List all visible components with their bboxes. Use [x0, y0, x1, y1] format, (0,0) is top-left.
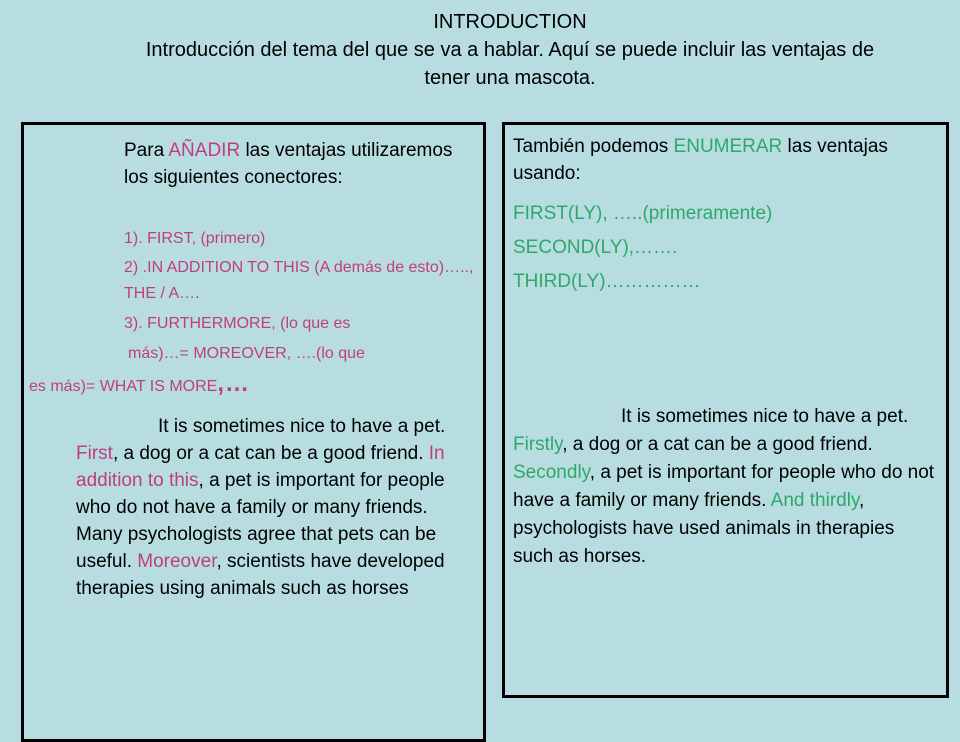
add-intro-pre: Para	[124, 140, 169, 161]
add-para-keyword-1: First	[76, 443, 113, 464]
enum-para-text-1: It is sometimes nice to have a pet.	[621, 406, 909, 427]
enumerate-keyword: ENUMERAR	[673, 136, 783, 157]
enum-para-keyword-1: Firstly	[513, 434, 563, 455]
enum-para-text-4: , psychologists have used animals in therapies such as horses.	[513, 490, 895, 567]
enum-intro-pre: También podemos	[513, 136, 674, 157]
add-para-text-1: It is sometimes nice to have a pet.	[158, 416, 446, 437]
add-item-2: 2) .IN ADDITION TO THIS (A demás de esto)….., THE / A….	[124, 259, 474, 302]
add-item-3-cont2-text: es más)= WHAT IS MORE	[29, 378, 218, 395]
add-item-3-cont: más)…= MOREOVER, ….(lo que	[128, 345, 365, 362]
add-item-3-dots: ,…	[217, 370, 250, 397]
enumerate-list	[513, 197, 933, 299]
enum-item-2: SECOND(LY),…….	[513, 237, 678, 258]
add-item-3: 3). FURTHERMORE, (lo que es	[124, 315, 351, 332]
introduction-heading: INTRODUCTION	[433, 11, 587, 33]
add-item-3-cont2	[24, 371, 250, 400]
enum-para-text-3: , a pet is important for people who do not have a family or many friends.	[513, 462, 935, 511]
add-keyword: AÑADIR	[168, 140, 241, 161]
introduction-text: Introducción del tema del que se va a hablar. Aquí se puede incluir las ventajas de tener una mascota.	[145, 39, 875, 89]
add-item-1: 1). FIRST, (primero)	[124, 230, 266, 247]
add-connectors-box	[21, 122, 486, 742]
add-para-keyword-3: Moreover	[137, 551, 217, 572]
enum-para-text-2: , a dog or a cat can be a good friend.	[562, 434, 873, 455]
add-para-text-3: , a pet is important for people who do not have a family or many friends. Many psychologists agree that pets can be useful.	[76, 470, 445, 572]
enum-para-keyword-3: And thirdly	[770, 490, 860, 511]
add-example-paragraph	[76, 413, 466, 602]
enum-intro-post: las ventajas usando:	[513, 136, 888, 184]
enum-item-3: THIRD(LY)……………	[513, 271, 701, 292]
introduction-block	[0, 8, 960, 92]
enumerate-intro	[513, 133, 933, 187]
add-para-text-2: , a dog or a cat can be a good friend.	[112, 443, 429, 464]
enum-item-1: FIRST(LY), …..(primeramente)	[513, 203, 773, 224]
add-connectors-list	[124, 225, 484, 307]
add-para-keyword-2: In addition to this	[76, 443, 445, 491]
add-connectors-intro	[124, 137, 469, 191]
enumerate-box	[502, 122, 949, 698]
add-intro-post: las ventajas utilizaremos los siguientes conectores:	[124, 140, 453, 188]
add-para-text-4: , scientists have developed therapies using animals such as horses	[76, 551, 445, 599]
enumerate-example-paragraph	[513, 403, 938, 571]
enum-para-keyword-2: Secondly	[513, 462, 590, 483]
